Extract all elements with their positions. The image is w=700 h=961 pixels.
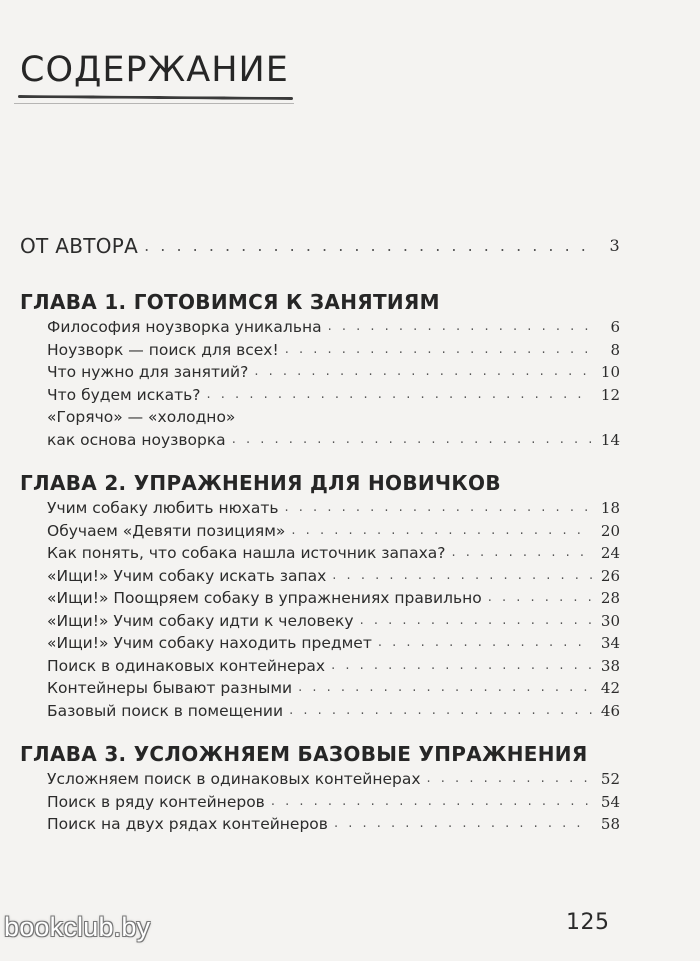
toc-entry-page: 52 (600, 770, 620, 788)
toc-entry-page: 58 (600, 815, 620, 833)
toc-entry[interactable] (20, 700, 620, 723)
toc-entry-label: Контейнеры бывают разными (47, 679, 293, 697)
site-watermark: bookclub.by (4, 912, 151, 942)
toc-entry-page: 54 (600, 792, 620, 811)
toc-entry[interactable] (20, 316, 620, 339)
toc-entry-label-line1: «Горячо» — «холодно» (47, 408, 236, 426)
toc-entry[interactable] (20, 813, 620, 836)
toc-entry-label: Усложняем поиск в одинаковых контейнерах (47, 770, 421, 788)
toc-entry-label: Как понять, что собака нашла источник запаха? (47, 544, 446, 562)
toc-entry[interactable] (20, 610, 620, 633)
dot-leader (298, 677, 592, 700)
toc-chapter-2 (20, 469, 620, 722)
title-underline-shadow (14, 103, 294, 104)
toc-entry-page: 6 (610, 318, 620, 336)
toc-entry-page: 18 (600, 499, 620, 517)
toc-entry-label: Обучаем «Девяти позициям» (47, 521, 286, 540)
toc-entry-page: 3 (609, 236, 620, 255)
toc-intro-section (20, 228, 620, 264)
toc-entry-page: 20 (600, 521, 620, 540)
toc-entry-label: Поиск в одинаковых контейнерах (47, 656, 326, 675)
toc-entry-page: 38 (600, 656, 620, 675)
toc-entry-page: 46 (600, 701, 620, 720)
dot-leader (285, 497, 592, 520)
dot-leader (285, 339, 592, 362)
toc-entry-label: Поиск в ряду контейнеров (47, 792, 265, 811)
dot-leader (289, 700, 592, 723)
chapter-title[interactable]: ГЛАВА 3. УСЛОЖНЯЕМ БАЗОВЫЕ УПРАЖНЕНИЯ (20, 742, 588, 766)
table-of-contents (20, 228, 620, 854)
toc-entry-label: «Ищи!» Учим собаку идти к человеку (47, 611, 354, 630)
chapter-title[interactable]: ГЛАВА 1. ГОТОВИМСЯ К ЗАНЯТИЯМ (20, 290, 440, 314)
dot-leader (360, 610, 592, 633)
page-title: СОДЕРЖАНИЕ (20, 50, 289, 90)
toc-entry-page: 34 (600, 634, 620, 652)
toc-entry[interactable] (20, 565, 620, 588)
toc-entry[interactable] (20, 520, 620, 543)
toc-entry[interactable] (20, 406, 620, 451)
dot-leader (452, 542, 592, 565)
toc-entry-label: Ноузворк — поиск для всех! (47, 340, 279, 359)
toc-entry[interactable] (20, 587, 620, 610)
dot-leader (254, 361, 592, 384)
toc-entry-page: 8 (610, 340, 620, 359)
dot-leader (488, 587, 592, 610)
dot-leader (144, 228, 592, 264)
toc-entry-page: 28 (600, 589, 620, 607)
toc-entry-page: 30 (600, 611, 620, 630)
toc-entry[interactable] (20, 655, 620, 678)
toc-entry-label: как основа ноузворка (47, 430, 226, 449)
toc-entry[interactable] (20, 497, 620, 520)
toc-entry[interactable] (20, 339, 620, 362)
toc-entry-label: ОТ АВТОРА (20, 234, 139, 258)
toc-entry-page: 12 (600, 385, 620, 404)
toc-entry-label: Поиск на двух рядах контейнеров (47, 815, 328, 833)
toc-entry-label: Философия ноузворка уникальна (47, 318, 322, 336)
dot-leader (332, 565, 592, 588)
toc-chapter-3 (20, 740, 620, 836)
toc-entry[interactable] (20, 791, 620, 814)
dot-leader (334, 813, 592, 836)
chapter-title[interactable]: ГЛАВА 2. УПРАЖНЕНИЯ ДЛЯ НОВИЧКОВ (20, 471, 501, 495)
toc-entry-label: Что будем искать? (47, 385, 201, 404)
toc-entry-page: 24 (600, 544, 620, 562)
toc-entry-page: 10 (600, 363, 620, 381)
toc-entry[interactable] (20, 542, 620, 565)
toc-entry-page: 14 (600, 430, 620, 449)
dot-leader (207, 384, 592, 407)
dot-leader (331, 655, 592, 678)
toc-entry-label: Базовый поиск в помещении (47, 701, 284, 720)
toc-entry-label: «Ищи!» Учим собаку находить предмет (47, 634, 372, 652)
dot-leader (328, 316, 592, 339)
dot-leader (271, 791, 592, 814)
toc-entry-page: 42 (600, 679, 620, 697)
toc-entry-intro[interactable] (20, 228, 620, 264)
dot-leader (378, 632, 592, 655)
toc-chapter-1 (20, 288, 620, 451)
title-underline (18, 95, 293, 100)
dot-leader (232, 429, 592, 452)
toc-entry[interactable] (20, 768, 620, 791)
toc-entry-label: «Ищи!» Поощряем собаку в упражнениях правильно (47, 589, 482, 607)
toc-entry[interactable] (20, 677, 620, 700)
toc-entry[interactable] (20, 361, 620, 384)
page-number: 125 (566, 910, 610, 935)
toc-entry-label: Учим собаку любить нюхать (47, 499, 279, 517)
toc-entry-label: Что нужно для занятий? (47, 363, 249, 381)
toc-entry-page: 26 (600, 566, 620, 585)
toc-entry-label: «Ищи!» Учим собаку искать запах (47, 566, 327, 585)
toc-entry[interactable] (20, 384, 620, 407)
dot-leader (427, 768, 592, 791)
dot-leader (291, 520, 592, 543)
toc-entry[interactable] (20, 632, 620, 655)
